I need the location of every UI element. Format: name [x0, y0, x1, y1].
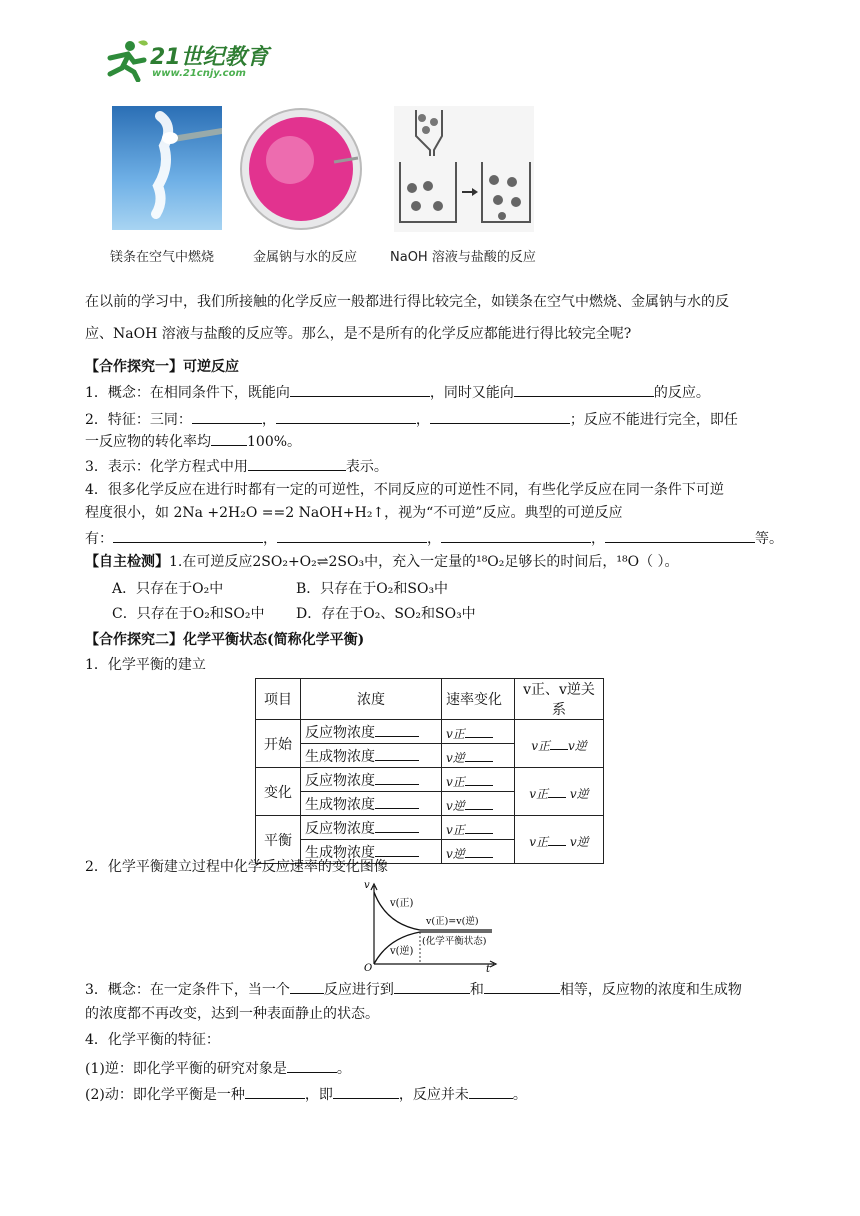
rate-cell: v正 — [442, 720, 515, 744]
quiz-question — [85, 552, 679, 572]
blank[interactable] — [375, 841, 419, 857]
logo-title: 21世纪教育 — [150, 45, 269, 70]
th-relation: v正、v逆关系 — [515, 679, 604, 720]
blank[interactable] — [605, 527, 755, 543]
runner-icon — [100, 38, 150, 82]
y-axis-label: v — [364, 880, 370, 891]
s1-item2-d: 100%。 — [247, 434, 302, 450]
logo — [100, 38, 270, 82]
option-d[interactable]: D．存在于O₂、SO₂和SO₃中 — [296, 606, 476, 622]
table-row — [256, 816, 604, 840]
sep: ， — [261, 412, 276, 428]
s2-f1-a: (1)逆：即化学平衡的研究对象是 — [85, 1061, 287, 1077]
s1-item4-c — [85, 527, 783, 549]
s1-item4-end: 等。 — [755, 531, 783, 547]
s1-item3-b: 表示。 — [345, 459, 388, 475]
logo-url: www.21cnjy.com — [152, 68, 246, 79]
s1-item2 — [85, 408, 738, 430]
blank[interactable] — [333, 1083, 399, 1099]
table-row — [256, 720, 604, 744]
conc-cell: 生成物浓度 — [301, 792, 442, 816]
blank[interactable] — [375, 745, 419, 761]
blank[interactable] — [113, 527, 263, 543]
option-c[interactable]: C．只存在于O₂和SO₂中 — [112, 606, 265, 622]
state-label: (化学平衡状态) — [422, 936, 487, 947]
s1-item1-a: 1．概念：在相同条件下，既能向 — [85, 385, 290, 401]
quiz-text: 1.在可逆反应2SO₂+O₂⇌2SO₃中，充入一定量的¹⁸O₂足够长的时间后，¹⁸O（ ）。 — [169, 554, 679, 570]
blank[interactable] — [248, 455, 346, 471]
blank[interactable] — [290, 381, 430, 397]
s1-item2-a: 2．特征：三同： — [85, 412, 192, 428]
blank[interactable] — [375, 721, 419, 737]
rate-cell: v正 — [442, 816, 515, 840]
stage-equilibrium: 平衡 — [256, 816, 301, 864]
s2-f2-d: 。 — [512, 1087, 527, 1103]
s1-item1-b: ，同时又能向 — [429, 385, 514, 401]
rate-cell: v逆 — [442, 840, 515, 864]
option-a[interactable]: A．只存在于O₂中 — [112, 581, 224, 597]
origin-label: O — [364, 963, 373, 972]
s2-sub1: 1．化学平衡的建立 — [85, 657, 206, 673]
forward-label: v(正) — [390, 898, 414, 909]
blank[interactable] — [550, 734, 568, 750]
th-rate: 速率变化 — [442, 679, 515, 720]
diagram-naoh-hcl — [394, 106, 534, 232]
rate-time-graph — [362, 880, 502, 972]
blank[interactable] — [430, 408, 570, 424]
blank[interactable] — [484, 978, 560, 994]
blank[interactable] — [287, 1057, 337, 1073]
blank[interactable] — [548, 782, 566, 798]
blank[interactable] — [375, 769, 419, 785]
conc-cell: 反应物浓度 — [301, 816, 442, 840]
relation-cell: v正 v逆 — [515, 720, 604, 768]
relation-cell: v正 v逆 — [515, 768, 604, 816]
reverse-label: v(逆) — [390, 946, 414, 957]
blank[interactable] — [548, 830, 566, 846]
relation-cell: v正 v逆 — [515, 816, 604, 864]
s1-item4-b: 程度很小，如 2Na +2H₂O ==2 NaOH+H₂↑，视为“不可逆”反应。典型的可逆反应 — [85, 505, 623, 521]
option-b[interactable]: B．只存在于O₂和SO₃中 — [296, 581, 449, 597]
intro-line-2: 应、NaOH 溶液与盐酸的反应等。那么，是不是所有的化学反应都能进行得比较完全呢? — [85, 326, 632, 342]
blank[interactable] — [245, 1083, 305, 1099]
blank[interactable] — [211, 430, 247, 446]
rate-cell: v逆 — [442, 792, 515, 816]
blank[interactable] — [469, 1083, 513, 1099]
s2-item4: 4．化学平衡的特征： — [85, 1032, 220, 1048]
blank[interactable] — [192, 408, 262, 424]
stage-change: 变化 — [256, 768, 301, 816]
s1-item2-line2 — [85, 430, 301, 452]
caption-2: 金属钠与水的反应 — [253, 250, 358, 265]
s1-item3 — [85, 455, 388, 477]
s2-item3 — [85, 978, 742, 1000]
sep: ， — [263, 531, 277, 547]
s2-feature-1 — [85, 1057, 351, 1079]
s1-item2-b: ；反应不能进行完全，即任 — [569, 412, 738, 428]
rate-cell: v正 — [442, 768, 515, 792]
s1-item2-c: 一反应物的转化率均 — [85, 434, 211, 450]
caption-1: 镁条在空气中燃烧 — [110, 250, 215, 265]
equilibrium-table — [255, 678, 604, 864]
blank[interactable] — [277, 527, 427, 543]
intro-line-1: 在以前的学习中，我们所接触的化学反应一般都进行得比较完全，如镁条在空气中燃烧、金属钠与水的反 — [85, 294, 729, 310]
s2-feature-2 — [85, 1083, 527, 1105]
caption-3: NaOH 溶液与盐酸的反应 — [390, 250, 536, 265]
blank[interactable] — [375, 817, 419, 833]
s2-f2-b: ，即 — [304, 1087, 333, 1103]
blank[interactable] — [514, 381, 654, 397]
conc-cell: 生成物浓度 — [301, 840, 442, 864]
s2-item3-c: 和 — [469, 982, 484, 998]
s1-item1-c: 的反应。 — [653, 385, 710, 401]
table-header-row — [256, 679, 604, 720]
s2-item3-d: 相等，反应物的浓度和生成物 — [559, 982, 742, 998]
conc-cell: 生成物浓度 — [301, 744, 442, 768]
blank[interactable] — [465, 842, 493, 858]
blank[interactable] — [465, 722, 493, 738]
th-item: 项目 — [256, 679, 301, 720]
stage-start: 开始 — [256, 720, 301, 768]
section2-heading: 【合作探究二】化学平衡状态(简称化学平衡) — [85, 632, 365, 648]
s2-f1-b: 。 — [336, 1061, 351, 1077]
quiz-label: 【自主检测】 — [85, 554, 169, 570]
equal-label: v(正)=v(逆) — [426, 916, 479, 927]
blank[interactable] — [465, 770, 493, 786]
photo-sodium-water — [238, 106, 364, 232]
blank[interactable] — [465, 794, 493, 810]
table-row — [256, 768, 604, 792]
rate-cell: v逆 — [442, 744, 515, 768]
s1-item4-c-label: 有： — [85, 531, 113, 547]
conc-cell: 反应物浓度 — [301, 768, 442, 792]
s2-f2-a: (2)动：即化学平衡是一种 — [85, 1087, 245, 1103]
sep: ， — [427, 531, 441, 547]
s1-item4-a: 4．很多化学反应在进行时都有一定的可逆性，不同反应的可逆性不同，有些化学反应在同一条件下可逆 — [85, 482, 724, 498]
photo-magnesium-burning — [112, 106, 222, 230]
s2-item3-b: 反应进行到 — [323, 982, 394, 998]
x-axis-label: t — [486, 964, 491, 972]
s2-item3-e: 的浓度都不再改变，达到一种表面静止的状态。 — [85, 1006, 379, 1022]
sep: ， — [591, 531, 605, 547]
blank[interactable] — [465, 818, 493, 834]
section1-heading: 【合作探究一】可逆反应 — [85, 359, 239, 375]
s2-sub2: 2．化学平衡建立过程中化学反应速率的变化图像 — [85, 859, 388, 875]
blank[interactable] — [375, 793, 419, 809]
blank[interactable] — [290, 978, 324, 994]
blank[interactable] — [441, 527, 591, 543]
s2-item3-a: 3．概念：在一定条件下，当一个 — [85, 982, 290, 998]
conc-cell: 反应物浓度 — [301, 720, 442, 744]
sep: ， — [415, 412, 430, 428]
th-conc: 浓度 — [301, 679, 442, 720]
blank[interactable] — [465, 746, 493, 762]
s2-f2-c: ，反应并未 — [398, 1087, 469, 1103]
s1-item1 — [85, 381, 710, 403]
blank[interactable] — [276, 408, 416, 424]
s1-item3-a: 3．表示：化学方程式中用 — [85, 459, 248, 475]
blank[interactable] — [394, 978, 470, 994]
